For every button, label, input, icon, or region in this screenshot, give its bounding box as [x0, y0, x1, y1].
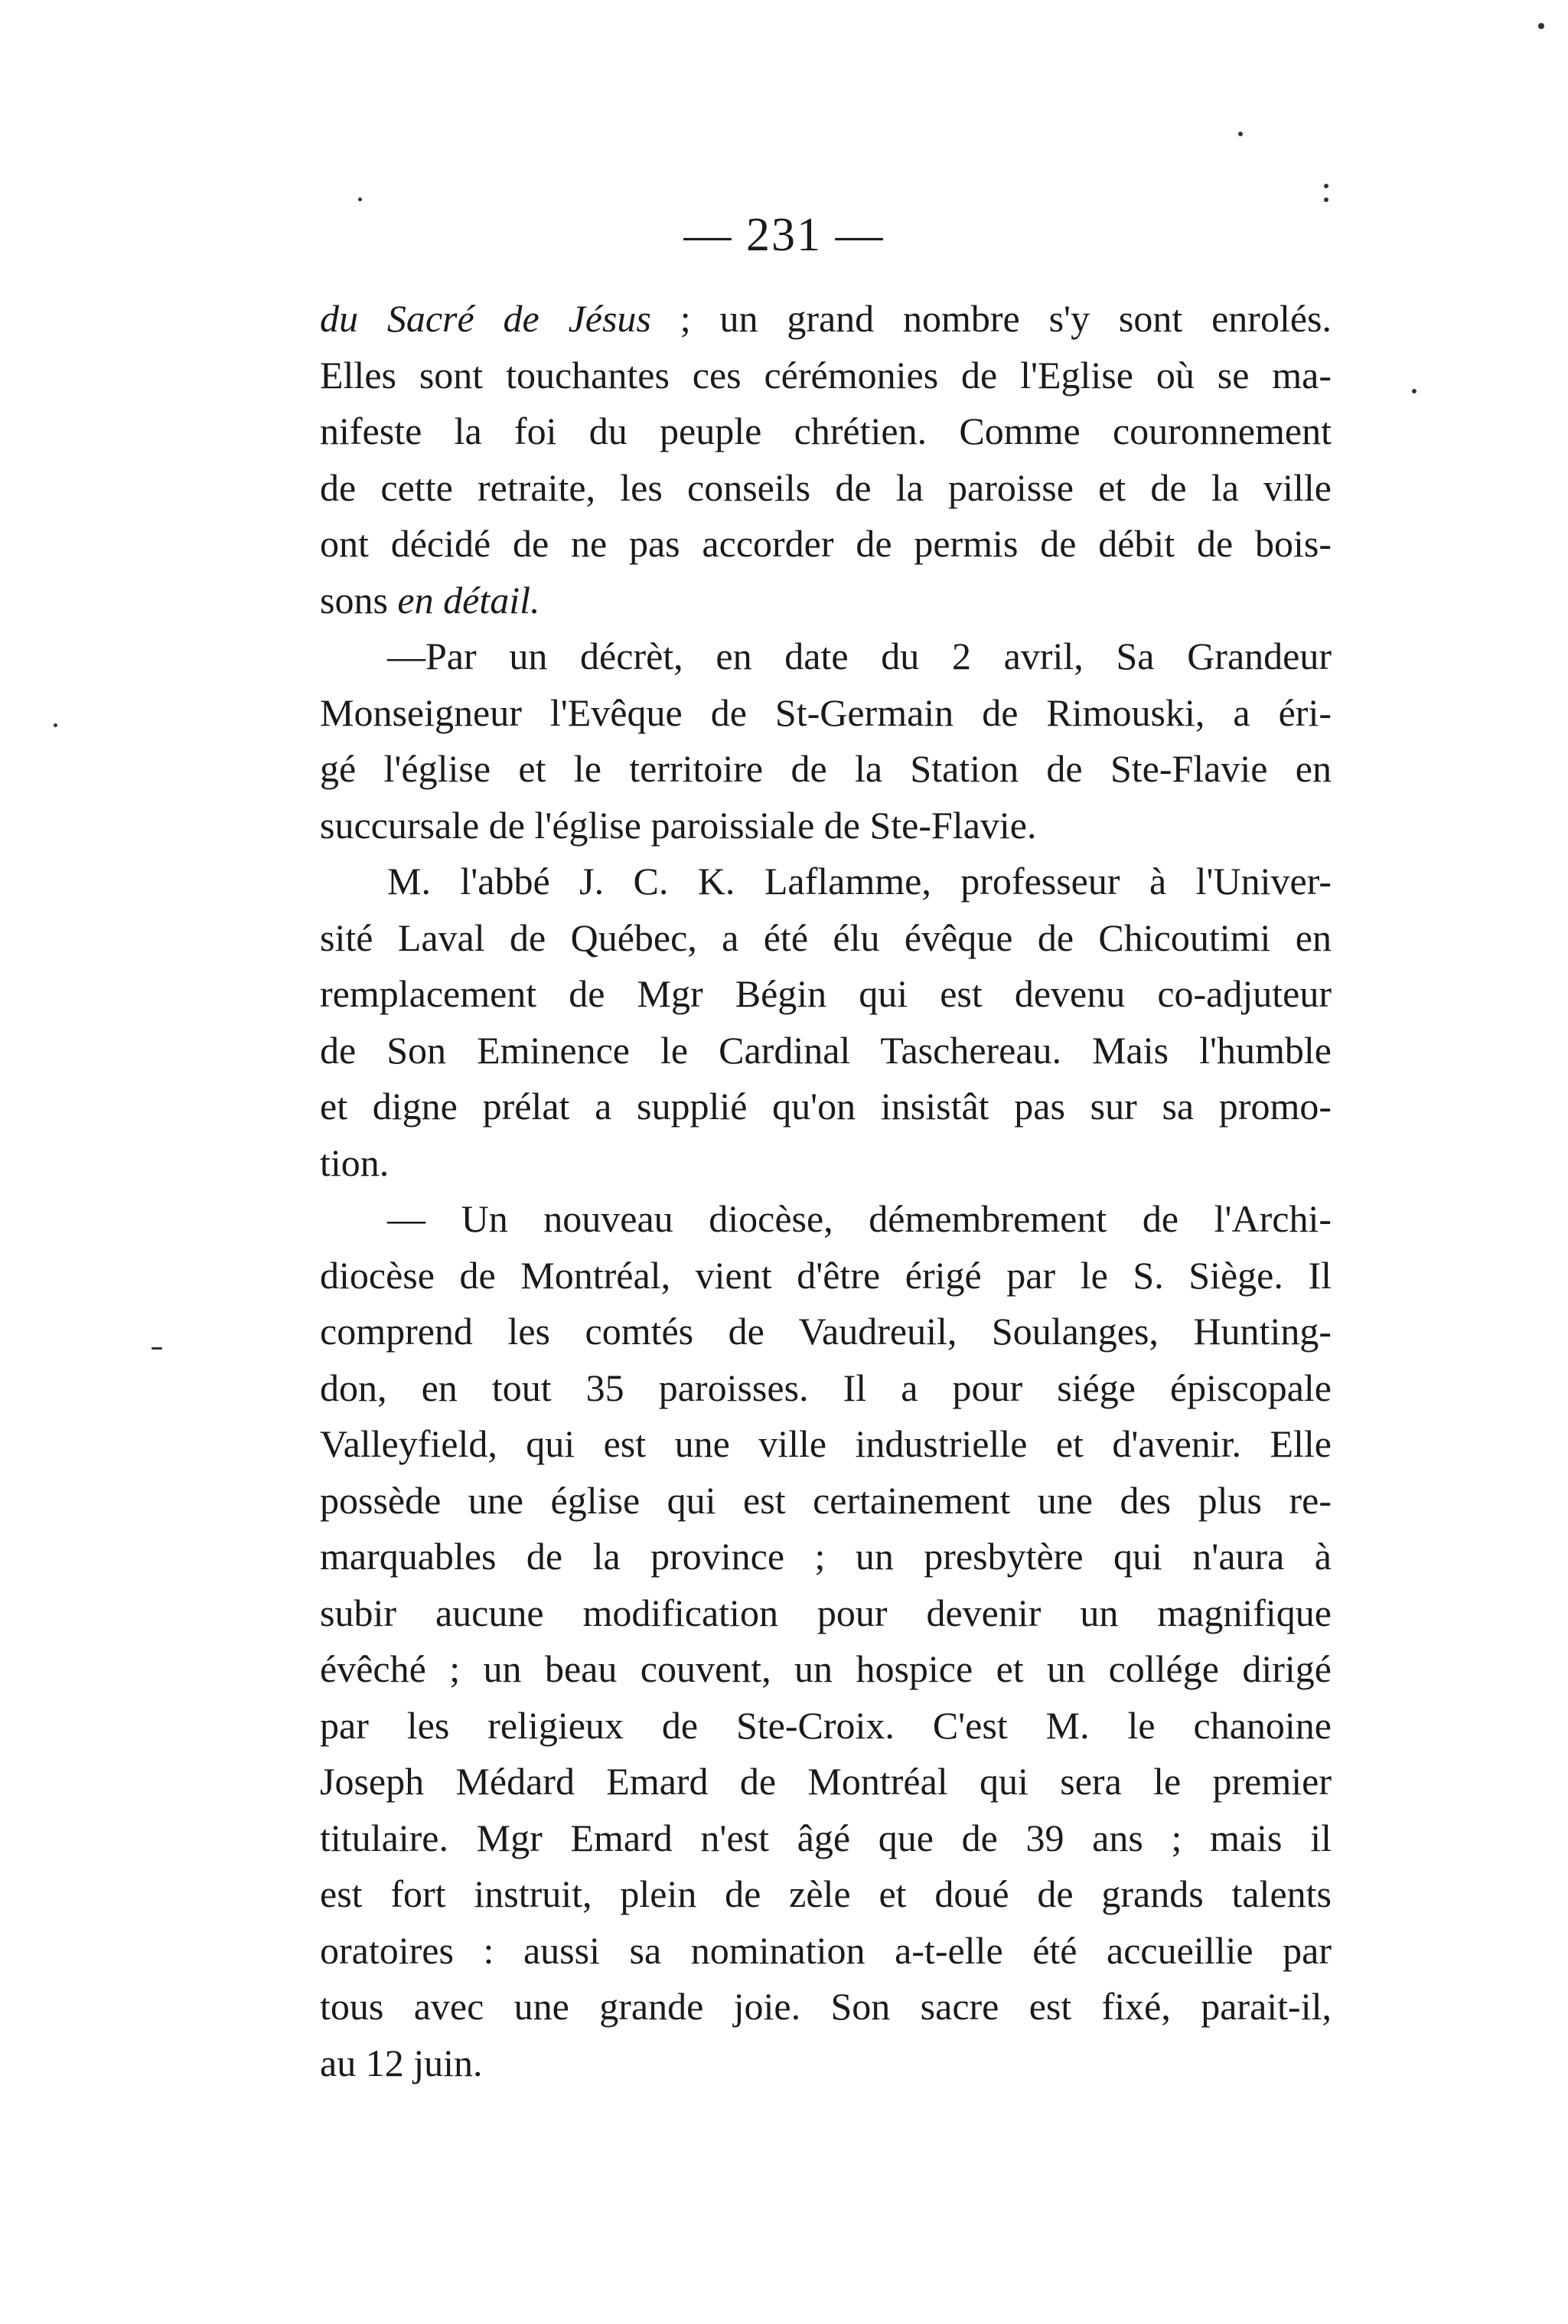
text-line — [320, 798, 1332, 854]
text-segment: et digne prélat a supplié qu'on insistât pas sur sa promo- — [320, 1085, 1332, 1128]
text-line — [320, 854, 1332, 910]
text-line — [320, 573, 1332, 629]
text-segment: gé l'église et le territoire de la Station de Ste-Flavie en — [320, 747, 1332, 790]
text-segment: diocèse de Montréal, vient d'être érigé par le S. Siège. Il — [320, 1253, 1332, 1297]
text-segment: marquables de la province ; un presbytère qui n'aura à — [320, 1535, 1332, 1578]
text-line — [320, 1585, 1332, 1642]
text-line — [320, 1248, 1332, 1304]
text-line — [320, 2035, 1332, 2092]
text-segment: — Un nouveau diocèse, démembrement de l'Archi- — [387, 1197, 1332, 1240]
text-segment: évêché ; un beau couvent, un hospice et un collége dirigé — [320, 1647, 1332, 1690]
text-line — [320, 1866, 1332, 1923]
text-segment: Joseph Médard Emard de Montréal qui sera le premier — [320, 1760, 1332, 1803]
text-line — [320, 1641, 1332, 1698]
text-line — [320, 1023, 1332, 1079]
text-segment: tion. — [320, 1141, 390, 1184]
text-line — [320, 403, 1332, 460]
text-line — [320, 628, 1332, 685]
text-segment: au 12 juin. — [320, 2041, 483, 2084]
text-line — [320, 1304, 1332, 1360]
text-segment: subir aucune modification pour devenir un magnifique — [320, 1591, 1332, 1634]
text-segment: sité Laval de Québec, a été élu évêque de Chicoutimi en — [320, 916, 1332, 959]
text-line — [320, 1923, 1332, 1980]
text-segment: don, en tout 35 paroisses. Il a pour siége épiscopale — [320, 1366, 1332, 1409]
scan-speck — [1538, 23, 1544, 29]
text-line — [320, 1135, 1332, 1192]
text-line — [320, 1079, 1332, 1135]
text-line — [320, 1810, 1332, 1867]
scan-speck — [358, 197, 362, 201]
text-line — [320, 1473, 1332, 1529]
text-segment: oratoires : aussi sa nomination a-t-elle été accueillie par — [320, 1928, 1332, 1972]
text-segment: succursale de l'église paroissiale de Ste-Flavie. — [320, 803, 1037, 847]
text-segment: comprend les comtés de Vaudreuil, Soulanges, Hunting- — [320, 1310, 1332, 1353]
text-segment: nifeste la foi du peuple chrétien. Comme couronnement — [320, 410, 1332, 452]
text-segment: remplacement de Mgr Bégin qui est devenu co-adjuteur — [320, 972, 1332, 1015]
scan-speck — [1324, 197, 1328, 202]
text-line — [320, 1191, 1332, 1248]
text-segment: M. l'abbé J. C. K. Laflamme, professeur à l'Univer- — [387, 860, 1332, 903]
scan-speck — [1412, 389, 1416, 393]
text-segment: par les religieux de Ste-Croix. C'est M. le chanoine — [320, 1703, 1332, 1747]
text-segment: est fort instruit, plein de zèle et doué de grands talents — [320, 1872, 1332, 1915]
text-line — [320, 291, 1332, 348]
text-segment: ont décidé de ne pas accorder de permis de débit de bois- — [320, 522, 1332, 565]
text-line — [320, 460, 1332, 517]
text-line — [320, 910, 1332, 967]
text-segment: tous avec une grande joie. Son sacre est fixé, parait-il, — [320, 1985, 1332, 2028]
text-line — [320, 348, 1332, 404]
text-line — [320, 1979, 1332, 2035]
text-segment: Valleyfield, qui est une ville industrielle et d'avenir. Elle — [320, 1422, 1332, 1465]
text-segment: de cette retraite, les conseils de la paroisse et de la ville — [320, 465, 1332, 509]
page-number: — 231 — — [683, 209, 885, 261]
text-line — [320, 516, 1332, 573]
text-line — [320, 1360, 1332, 1417]
italic-segment: du Sacré de Jésus — [320, 297, 651, 340]
text-line — [320, 966, 1332, 1023]
text-line — [320, 741, 1332, 798]
text-segment: Elles sont touchantes ces cérémonies de l'Eglise où se ma- — [320, 353, 1332, 397]
text-line — [320, 685, 1332, 742]
scan-speck — [1324, 184, 1328, 188]
text-line — [320, 1529, 1332, 1585]
scan-speck — [1238, 132, 1243, 136]
text-segment: possède une église qui est certainement une des plus re- — [320, 1478, 1332, 1522]
scan-speck — [54, 723, 57, 727]
text-segment: de Son Eminence le Cardinal Taschereau. Mais l'humble — [320, 1028, 1332, 1072]
scan-speck — [152, 1347, 162, 1350]
text-line — [320, 1698, 1332, 1754]
text-segment: ; un grand nombre s'y sont enrolés. — [650, 297, 1332, 340]
text-line — [320, 1416, 1332, 1473]
italic-segment: en détail. — [397, 578, 540, 622]
text-segment: titulaire. Mgr Emard n'est âgé que de 39 ans ; mais il — [320, 1816, 1332, 1859]
text-segment: Monseigneur l'Evêque de St-Germain de Rimouski, a éri- — [320, 690, 1332, 734]
text-segment: sons — [320, 578, 398, 622]
text-segment: —Par un décrèt, en date du 2 avril, Sa Grandeur — [387, 635, 1332, 677]
body-text — [320, 291, 1332, 2091]
text-line — [320, 1754, 1332, 1810]
